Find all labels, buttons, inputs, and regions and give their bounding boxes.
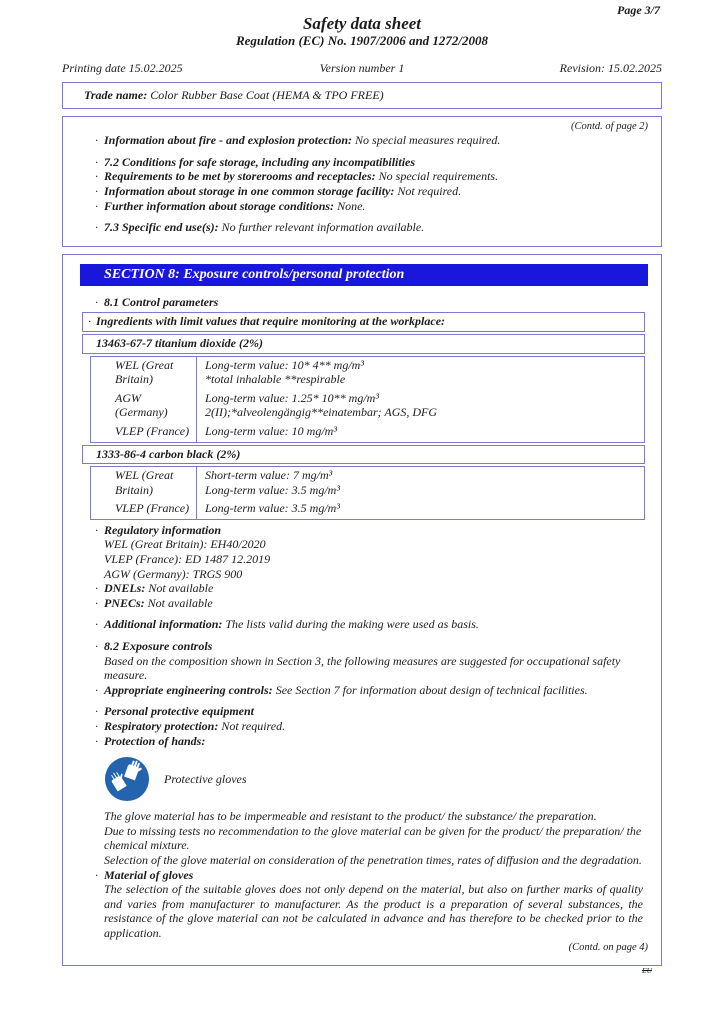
material-of-gloves-heading: · Material of gloves bbox=[104, 868, 641, 883]
sheet bbox=[62, 14, 662, 966]
contd-of-page-note: (Contd. of page 2) bbox=[571, 121, 648, 133]
meta-row bbox=[62, 61, 662, 76]
limit-value-line: Long-term value: 10* 4** mg/m³ bbox=[205, 357, 364, 372]
table-row: VLEP (France) Long-term value: 3.5 mg/m³ bbox=[91, 500, 644, 519]
engineering-controls-line: · Appropriate engineering controls: See Section 7 for information about design of technical facilities. bbox=[104, 683, 641, 698]
fire-protection-line: · Information about fire - and explosion protection: No special measures required. bbox=[104, 133, 641, 148]
limit-value-line: *total inhalable **respirable bbox=[205, 372, 346, 387]
revision-date: Revision: 15.02.2025 bbox=[559, 61, 662, 75]
further-storage-info-line: · Further information about storage conditions: None. bbox=[104, 199, 641, 214]
limit-value-line: Short-term value: 7 mg/m³ bbox=[205, 468, 333, 483]
version-number: Version number 1 bbox=[319, 61, 405, 75]
table-row: AGW (Germany) Long-term value: 1.25* 10** mg/m³ 2(II);*alveolengängig**einatembar; AGS, DFG bbox=[91, 390, 644, 423]
limit-values-group bbox=[90, 356, 645, 443]
limits-table-header: · Ingredients with limit values that require monitoring at the workplace: bbox=[82, 312, 645, 332]
section8-banner: SECTION 8: Exposure controls/personal protection bbox=[80, 264, 648, 286]
regulatory-line: VLEP (France): ED 1487 12.2019 bbox=[104, 552, 271, 567]
specific-end-use-line: · 7.3 Specific end use(s): No further relevant information available. bbox=[104, 220, 641, 235]
storage-conditions-heading: · 7.2 Conditions for safe storage, including any incompatibilities bbox=[104, 155, 641, 170]
page-number: Page 3/7 bbox=[617, 3, 660, 17]
glove-paragraph: Selection of the glove material on consideration of the penetration times, rates of diffusion and the degradation. bbox=[104, 852, 642, 867]
glove-pictogram-row bbox=[104, 756, 661, 802]
exposure-controls-intro: Based on the composition shown in Section 3, the following measures are suggested for occupational safety measure. bbox=[104, 653, 621, 683]
storerooms-line: · Requirements to be met by storerooms and receptacles: No special requirements. bbox=[104, 169, 641, 184]
limit-value-line: Long-term value: 1.25* 10** mg/m³ bbox=[205, 390, 379, 405]
trade-name-label: Trade name: bbox=[84, 87, 148, 102]
limit-value-line: Long-term value: 10 mg/m³ bbox=[205, 423, 337, 438]
protection-of-hands-heading: · Protection of hands: bbox=[104, 734, 641, 749]
glove-paragraph: Due to missing tests no recommendation to the glove material can be given for the product/ the preparation/ the chemical mixture. bbox=[104, 823, 642, 853]
regulatory-line: AGW (Germany): TRGS 900 bbox=[104, 566, 243, 581]
pnecs-line: · PNECs: Not available bbox=[104, 596, 641, 611]
additional-information-line: · Additional information: The lists valid during the making were used as basis. bbox=[104, 617, 641, 632]
printing-date: Printing date 15.02.2025 bbox=[62, 61, 183, 75]
dnels-line: · DNELs: Not available bbox=[104, 581, 641, 596]
exposure-limits-table bbox=[82, 312, 645, 520]
table-row: WEL (Great Britain) Short-term value: 7 mg/m³ Long-term value: 3.5 mg/m³ bbox=[91, 467, 644, 500]
table-row: WEL (Great Britain) Long-term value: 10* 4** mg/m³ *total inhalable **respirable bbox=[91, 357, 644, 390]
table-row: VLEP (France) Long-term value: 10 mg/m³ bbox=[91, 423, 644, 442]
trade-name-box bbox=[62, 82, 662, 110]
limit-value-line: Long-term value: 3.5 mg/m³ bbox=[205, 501, 340, 516]
regulatory-line: WEL (Great Britain): EH40/2020 bbox=[104, 537, 266, 552]
material-of-gloves-paragraph: The selection of the suitable gloves does not only depend on the material, but also on further marks of quality and varies from manufacturer to manufacturer. As the product is a preparation of several substances, the resistance of the glove material can not be calculated in advance and has therefore to be checked prior to the application. bbox=[104, 882, 643, 940]
section8-box bbox=[62, 254, 662, 966]
section7-box bbox=[62, 116, 662, 247]
substance-row-carbon-black: 1333-86-4 carbon black (2%) bbox=[82, 445, 645, 465]
exposure-controls-heading: · 8.2 Exposure controls bbox=[104, 639, 641, 654]
control-parameters-heading: · 8.1 Control parameters bbox=[104, 295, 641, 310]
document-title: Safety data sheet bbox=[302, 14, 422, 33]
contd-on-page-note: (Contd. on page 4) bbox=[568, 941, 648, 953]
substance-row-titanium-dioxide: 13463-67-7 titanium dioxide (2%) bbox=[82, 334, 645, 354]
glove-paragraph: The glove material has to be impermeable and resistant to the product/ the substance/ the preparation. bbox=[104, 809, 597, 824]
limit-value-line: Long-term value: 3.5 mg/m³ bbox=[205, 482, 340, 497]
protective-gloves-icon bbox=[104, 756, 150, 802]
limit-value-line: 2(II);*alveolengängig**einatembar; AGS, DFG bbox=[205, 405, 438, 420]
document-subtitle: Regulation (EC) No. 1907/2006 and 1272/2008 bbox=[235, 33, 489, 48]
region-footer-mark: EU bbox=[642, 965, 652, 975]
respiratory-protection-line: · Respiratory protection: Not required. bbox=[104, 719, 641, 734]
trade-name-value: Color Rubber Base Coat (HEMA & TPO FREE) bbox=[150, 87, 384, 102]
limit-values-group bbox=[90, 466, 645, 520]
ppe-heading: · Personal protective equipment bbox=[104, 704, 641, 719]
regulatory-information-heading: · Regulatory information bbox=[104, 523, 641, 538]
glove-caption: Protective gloves bbox=[164, 771, 247, 786]
common-storage-line: · Information about storage in one common storage facility: Not required. bbox=[104, 184, 641, 199]
